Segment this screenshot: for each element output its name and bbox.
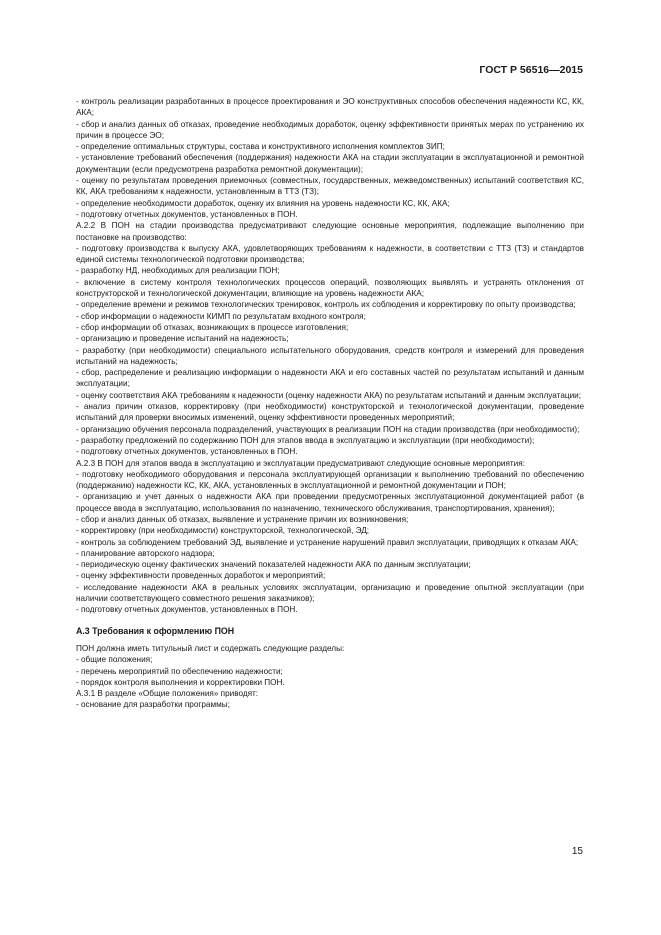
paragraph: А.2.2 В ПОН на стадии производства предусматривают следующие основные мероприятия, подлежащие выполнению при постановке на производство:	[76, 221, 584, 242]
paragraph: - разработку предложений по содержанию ПОН для этапов ввода в эксплуатацию и эксплуатации (при необходимости);	[76, 435, 535, 445]
paragraph: - основание для разработки программы;	[76, 700, 230, 710]
paragraph: - сбор информации о надежности КИМП по результатам входного контроля;	[76, 311, 366, 321]
paragraph: - определение оптимальных структуры, состава и конструктивного исполнения комплектов ЗИП;	[76, 142, 445, 152]
paragraph: - организацию обучения персонала подразделений, участвующих в реализации ПОН на стадии производства (при необходимости);	[76, 424, 580, 434]
page-number: 15	[571, 846, 583, 857]
paragraph: - оценку соответствия АКА требованиям к надежности (оценку надежности АКА) по результатам испытаний и данным эксплуатации;	[76, 390, 581, 400]
paragraph: А.2.3 В ПОН для этапов ввода в эксплуатацию и эксплуатации предусматривают следующие основные мероприятия:	[76, 458, 525, 468]
paragraph: - планирование авторского надзора;	[76, 548, 215, 558]
paragraph: - определение необходимости доработок, оценку их влияния на уровень надежности КС, КК, АКА;	[76, 198, 450, 208]
paragraph: А.3.1 В разделе «Общие положения» приводят:	[76, 689, 259, 699]
paragraph: - разработку (при необходимости) специального испытательного оборудования, средств контроля и измерений для проведения испытаний на надежность;	[76, 345, 584, 366]
paragraph: - сбор, распределение и реализацию информации о надежности АКА и его составных частей по результатам испытаний и данным эксплуатации;	[76, 368, 584, 389]
paragraph: - организацию и проведение испытаний на надежность;	[76, 334, 289, 344]
paragraph: - подготовку отчетных документов, установленных в ПОН.	[76, 447, 298, 457]
paragraph: ПОН должна иметь титульный лист и содержать следующие разделы:	[76, 643, 345, 653]
paragraph: - корректировку (при необходимости) конструкторской, технологической, ЭД;	[76, 526, 370, 536]
paragraph: - оценку по результатам проведения приемочных (совместных, государственных, межведомственных) испытаний соответствия КС, КК, АКА требованиям к надежности, установленным в ТТЗ (ТЗ);	[76, 176, 584, 197]
paragraph: - сбор информации об отказах, возникающих в процессе изготовления;	[76, 322, 349, 332]
paragraph: - сбор и анализ данных об отказах, выявление и устранение причин их возникновения;	[76, 514, 409, 524]
paragraph: - подготовку производства к выпуску АКА, удовлетворяющих требованиям к надежности, в соответствии с ТТЗ (ТЗ) и стандартов единой системы технологической подготовки производства;	[76, 243, 584, 265]
paragraph: - подготовку необходимого оборудования и персонала эксплуатирующей организации к выполнению требований по обеспечению (поддержанию) надежности КС, КК, АКА, установленных в эксплуатационной и ремонтной документации и ПОН;	[76, 469, 584, 491]
paragraph: - оценку эффективности проведенных доработок и мероприятий;	[76, 571, 326, 581]
paragraph: - определение времени и режимов технологических тренировок, контроль их соблюдения и корректировку по опыту производства;	[76, 300, 576, 310]
document-header: ГОСТ Р 56516—2015	[479, 64, 583, 76]
paragraph: - периодическую оценку фактических значений показателей надежности АКА по данным эксплуатации;	[76, 560, 471, 570]
section-heading: А.3 Требования к оформлению ПОН	[76, 625, 235, 636]
paragraph: - порядок контроля выполнения и корректировки ПОН.	[76, 677, 285, 687]
paragraph: - исследование надежности АКА в реальных условиях эксплуатации, организацию и проведение опытной эксплуатации (при наличии соответствующего совместного решения заказчиков);	[76, 582, 584, 604]
paragraph: - общие положения;	[76, 655, 153, 665]
paragraph: - перечень мероприятий по обеспечению надежности;	[76, 666, 283, 676]
document-body	[76, 96, 584, 711]
paragraph: - контроль за соблюдением требований ЭД, выявление и устранение нарушений правил эксплуатации, приводящих к отказам АКА;	[76, 537, 579, 547]
paragraph: - организацию и учет данных о надежности АКА при проведении предусмотренных эксплуатационной документацией работ (в процессе ввода в эксплуатацию, использования по назначению, технического обслуживания, транспортирования, хранения);	[76, 492, 584, 513]
paragraph: - подготовку отчетных документов, установленных в ПОН.	[76, 209, 298, 219]
paragraph: - подготовку отчетных документов, установленных в ПОН.	[76, 605, 298, 615]
paragraph: - включение в систему контроля технологических процессов операций, позволяющих выявлять и устранять отклонения от конструкторской и технологической документации, влияющие на уровень надежности АКА;	[76, 277, 584, 299]
paragraph: - разработку НД, необходимых для реализации ПОН;	[76, 266, 280, 276]
paragraph: - анализ причин отказов, корректировку (при необходимости) конструкторской и технологической документации, проведение испытаний для проверки вносимых изменений, оценку эффективности проведенных мероприятий;	[76, 402, 584, 423]
paragraph: - установление требований обеспечения (поддержания) надежности АКА на стадии эксплуатации в эксплуатационной и ремонтной документации (если предусмотрена разработка ремонтной документации);	[76, 153, 584, 174]
paragraph: - контроль реализации разработанных в процессе проектирования и ЭО конструктивных способов обеспечения надежности КС, КК, АКА;	[76, 97, 584, 118]
paragraph: - сбор и анализ данных об отказах, проведение необходимых доработок, оценку эффективности принятых мерах по устранению их причин в процессе ЭО;	[76, 119, 584, 140]
